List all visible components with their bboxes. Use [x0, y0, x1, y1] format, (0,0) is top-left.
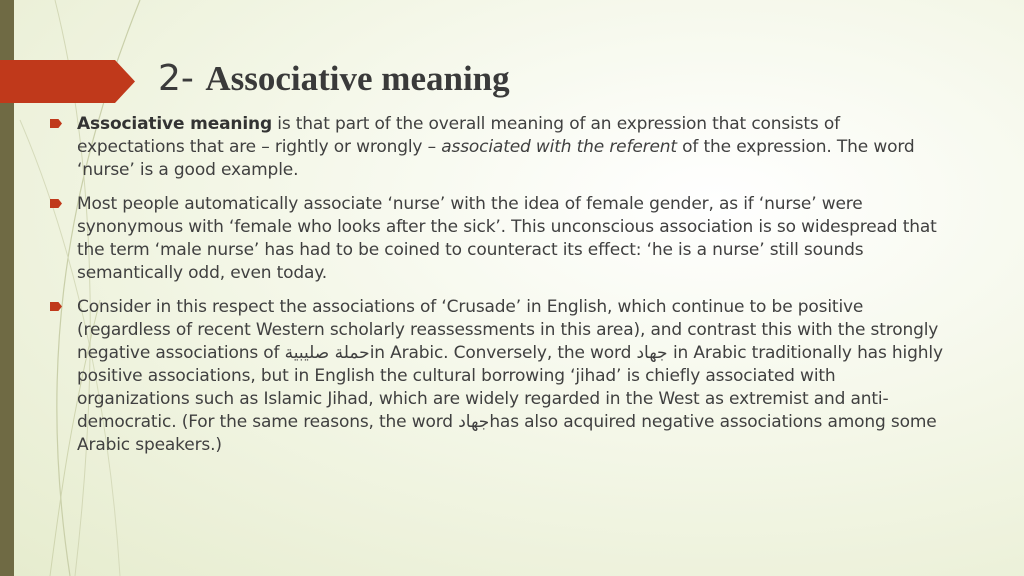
arabic-jihad-2: جهاد [458, 412, 490, 432]
bullet-text-end: of the expression. The word ‘nurse’ is a good example. [77, 137, 915, 180]
slide-title [158, 56, 510, 102]
bullet-term: Associative meaning [77, 114, 272, 134]
title-number: 2- [158, 58, 194, 99]
bullet-arrow-icon [50, 199, 62, 208]
bullet-text-2: in Arabic. Conversely, the word [369, 343, 637, 363]
bullet-item-1 [50, 113, 950, 182]
bullet-text: is that part of the overall meaning of an expression that consists of expectations that are – rightly or wrongly – [77, 114, 840, 157]
title-arrow [0, 60, 135, 103]
arabic-jihad: جهاد [636, 343, 668, 363]
bullet-text-1: Consider in this respect the associations of ‘Crusade’ in English, which continue to be positive (regardless of recent Western scholarly reassessments in this area), and contrast this with the strongly negative associations of [77, 297, 939, 363]
title-text: Associative meaning [205, 59, 510, 98]
bullet-text-4: has also acquired negative associations among some Arabic speakers.) [77, 412, 937, 455]
bullet-item-3 [50, 296, 950, 457]
bullet-italic: associated with the referent [441, 137, 677, 157]
bullet-list [50, 113, 950, 468]
bullet-item-2 [50, 193, 950, 285]
bullet-text-3: in Arabic traditionally has highly positive associations, but in English the cultural borrowing ‘jihad’ is chiefly associated with organizations such as Islamic Jihad, which are widely regarded in the West as extremist and anti-democratic. (For the same reasons, the word [77, 343, 943, 432]
bullet-arrow-icon [50, 302, 62, 311]
bullet-text: Most people automatically associate ‘nurse’ with the idea of female gender, as if ‘nurse’ were synonymous with ‘female who looks after the sick’. This unconscious association is so widespread that the term ‘male nurse’ has had to be coined to counteract its effect: ‘he is a nurse’ still sounds semantically odd, even today. [77, 194, 937, 283]
bullet-arrow-icon [50, 119, 62, 128]
arabic-crusade: حملة صليبية [284, 343, 370, 363]
